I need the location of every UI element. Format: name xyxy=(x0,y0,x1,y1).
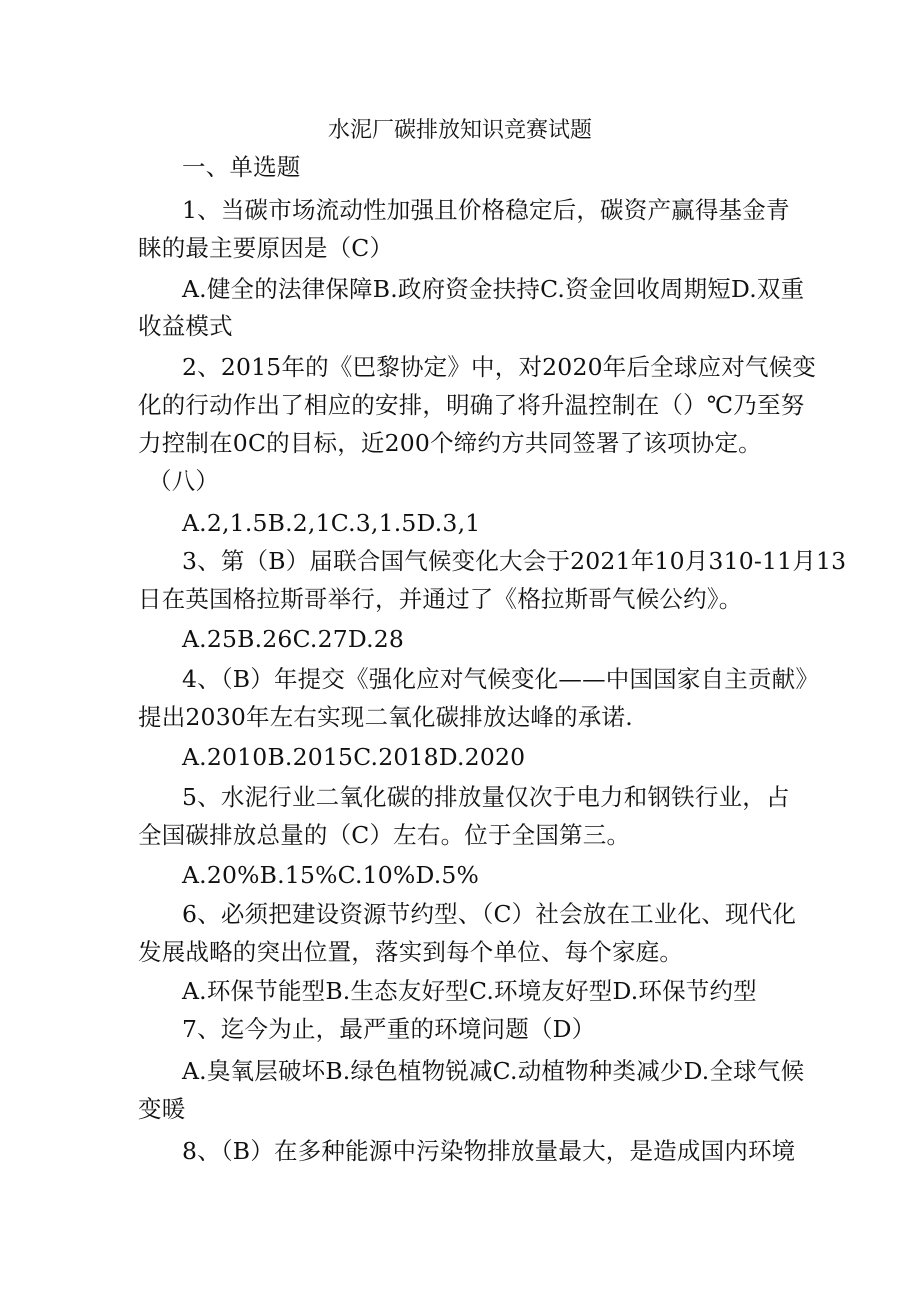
question-3-line-1: 3、第（B）届联合国气候变化大会于2021年10月310-11月13 xyxy=(182,547,847,575)
question-5-line-2: 全国碳排放总量的（C）左右。位于全国第三。 xyxy=(138,821,631,849)
question-1-line-1: 1、当碳市场流动性加强且价格稳定后，碳资产赢得基金青 xyxy=(182,196,790,224)
question-2-answer: （八） xyxy=(148,467,220,495)
question-7-options-line-1: A.臭氧层破坏B.绿色植物锐减C.动植物种类减少D.全球气候 xyxy=(182,1057,805,1085)
question-2-line-3: 力控制在0C的目标，近200个缔约方共同签署了该项协定。 xyxy=(138,429,762,457)
question-8-line-1: 8、（B）在多种能源中污染物排放量最大，是造成国内环境 xyxy=(182,1137,796,1165)
question-1-line-2: 睐的最主要原因是（C） xyxy=(138,234,394,262)
question-5-line-1: 5、水泥行业二氧化碳的排放量仅次于电力和钢铁行业，占 xyxy=(182,783,790,811)
question-2-options: A.2,1.5B.2,1C.3,1.5D.3,1 xyxy=(182,509,481,537)
question-6-line-1: 6、必须把建设资源节约型、（C）社会放在工业化、现代化 xyxy=(182,900,797,928)
question-7-options-line-2: 变暖 xyxy=(138,1095,186,1123)
question-4-line-1: 4、（B）年提交《强化应对气候变化——中国国家自主贡献》 xyxy=(182,665,820,693)
question-2-line-2: 化的行动作出了相应的安排，明确了将升温控制在（）℃乃至努 xyxy=(138,391,805,419)
question-3-options: A.25B.26C.27D.28 xyxy=(182,625,405,653)
question-2-line-1: 2、2015年的《巴黎协定》中，对2020年后全球应对气候变 xyxy=(182,353,817,381)
question-1-options-line-2: 收益模式 xyxy=(138,312,233,340)
question-6-line-2: 发展战略的突出位置，落实到每个单位、每个家庭。 xyxy=(138,938,684,966)
question-6-options: A.环保节能型B.生态友好型C.环境友好型D.环保节约型 xyxy=(182,977,757,1005)
question-3-line-2: 日在英国格拉斯哥举行，并通过了《格拉斯哥气候公约》。 xyxy=(138,585,743,613)
question-4-line-2: 提出2030年左右实现二氧化碳排放达峰的承诺. xyxy=(138,703,633,731)
document-title: 水泥厂碳排放知识竞赛试题 xyxy=(327,118,592,143)
section-heading: 一、单选题 xyxy=(182,153,301,181)
question-4-options: A.2010B.2015C.2018D.2020 xyxy=(182,743,526,771)
question-1-options-line-1: A.健全的法律保障B.政府资金扶持C.资金回收周期短D.双重 xyxy=(182,275,805,303)
question-7-line-1: 7、迄今为止，最严重的环境问题（D） xyxy=(182,1015,596,1043)
question-5-options: A.20%B.15%C.10%D.5% xyxy=(182,861,480,889)
